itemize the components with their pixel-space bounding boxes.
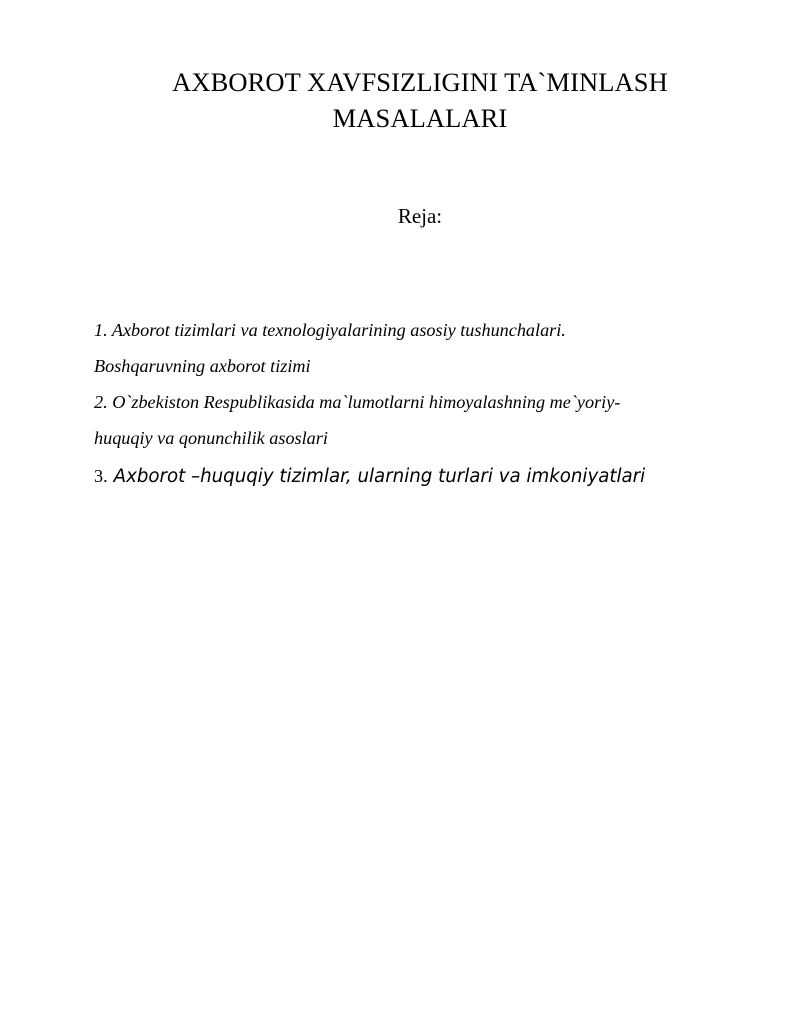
title-line-2: MASALALARI: [332, 103, 508, 133]
plan-item-2-line-2: huquqiy va qonunchilik asoslari: [94, 428, 328, 448]
plan-item-3: [94, 458, 734, 495]
plan-list: [94, 312, 734, 495]
document-title: [110, 64, 730, 136]
plan-item-1-line-2: Boshqaruvning axborot tizimi: [94, 356, 311, 376]
plan-heading: Reja:: [397, 204, 443, 228]
plan-item-1-line-1: 1. Axborot tizimlari va texnologiyalarining asosiy tushunchalari.: [94, 320, 566, 340]
plan-item-3-number: 3.: [94, 466, 108, 486]
plan-item-3-text: Axborot –huquqiy tizimlar, ularning turlari va imkoniyatlari: [113, 466, 646, 487]
plan-item-2-line-1: 2. O`zbekiston Respublikasida ma`lumotlarni himoyalashning me`yoriy-: [94, 392, 621, 412]
title-line-1: AXBOROT XAVFSIZLIGINI TA`MINLASH: [172, 67, 668, 97]
plan-item-1: [94, 312, 734, 384]
plan-item-2: [94, 384, 734, 456]
